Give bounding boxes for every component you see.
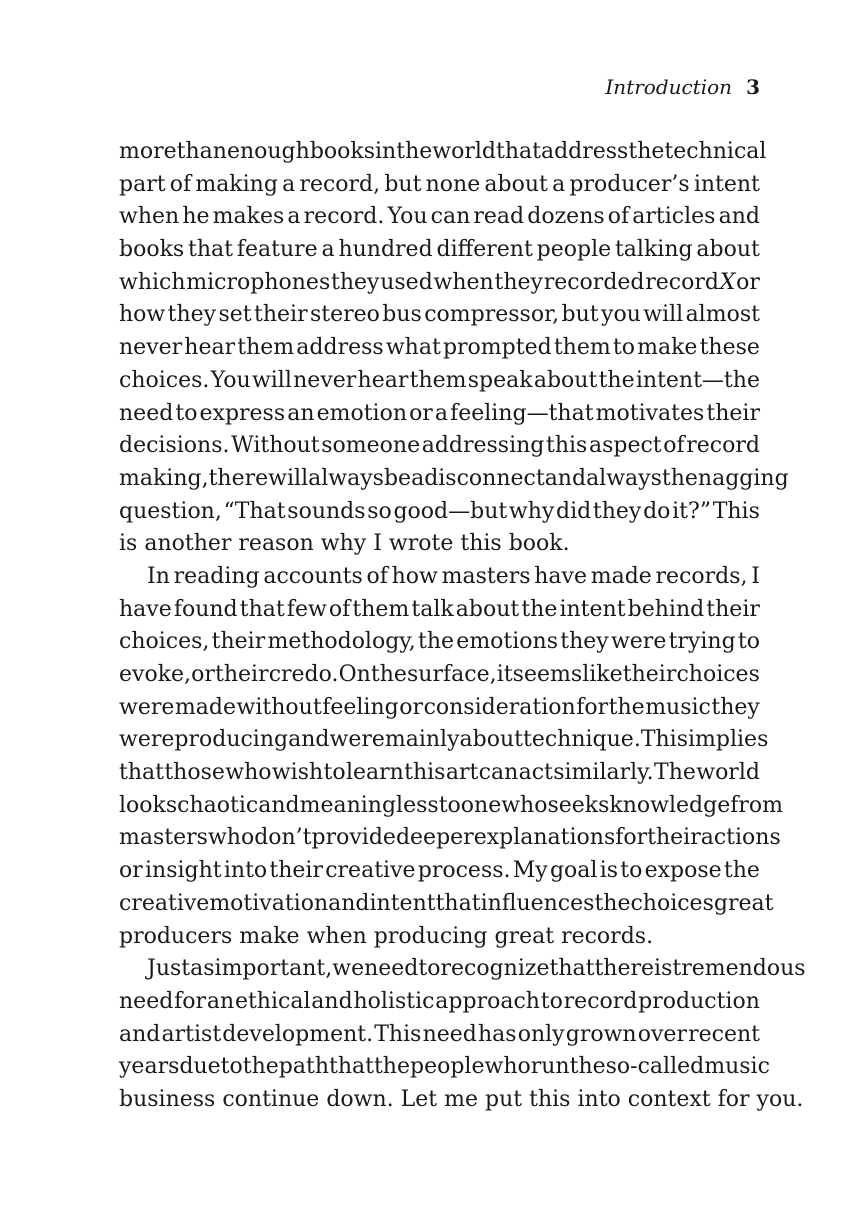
text-line: need for an ethical and holistic approach to record production (119, 988, 760, 1014)
text-line: part of making a record, but none about a producer’s intent (119, 171, 760, 197)
text-line: more than enough books in the world that address the technical (119, 139, 767, 164)
body-text (119, 136, 806, 1117)
text-line: business continue down. Let me put this into context for you. (119, 1086, 804, 1112)
text-line: years due to the path that the people who run the so-called music (119, 1054, 770, 1080)
text-line: producers make when producing great records. (119, 923, 654, 949)
text-line: decisions. Without someone addressing this aspect of record (119, 433, 760, 459)
text-line: were made without feeling or consideration for the music they (119, 694, 760, 720)
text-line: question, “That sounds so good—but why did they do it?” This (119, 498, 760, 524)
text-line: Just as important, we need to recognize that there is tremendous (147, 956, 806, 982)
text-line: In reading accounts of how masters have made records, I (147, 563, 760, 589)
text-line: books that feature a hundred different people talking about (119, 237, 760, 263)
text-line: making, there will always be a disconnect and always the nagging (119, 465, 789, 491)
text-line: were producing and were mainly about technique. This implies (119, 727, 769, 753)
text-line: which microphones they used when they recorded record X or (119, 269, 760, 295)
running-head-section: Introduction (605, 75, 733, 99)
paragraph (119, 561, 784, 953)
text-line: evoke, or their credo. On the surface, it seems like their choices (119, 662, 760, 687)
text-line: never hear them address what prompted them to make these (119, 335, 760, 361)
text-line: looks chaotic and meaningless to one who seeks knowledge from (119, 792, 784, 818)
text-line: masters who don’t provide deeper explanations for their actions (119, 825, 781, 851)
text-line: need to express an emotion or a feeling—that motivates their (119, 400, 760, 426)
text-line: is another reason why I wrote this book. (119, 531, 570, 557)
text-line: creative motivation and intent that influences the choices great (119, 890, 774, 916)
text-line: choices. You will never hear them speak about the intent—the (119, 367, 760, 393)
paragraph (119, 136, 789, 561)
text-line: have found that few of them talk about the intent behind their (119, 596, 760, 622)
text-line: choices, their methodology, the emotions they were trying to (119, 629, 760, 655)
paragraph (119, 953, 806, 1116)
page-number: 3 (746, 75, 760, 99)
text-line: when he makes a record. You can read dozens of articles and (119, 204, 760, 230)
text-line: that those who wish to learn this art can act similarly. The world (119, 760, 760, 786)
text-line: or insight into their creative process. My goal is to expose the (119, 858, 760, 884)
running-head (605, 74, 760, 100)
text-line: how they set their stereo bus compressor, but you will almost (119, 302, 760, 328)
text-line: and artist development. This need has only grown over recent (119, 1021, 760, 1047)
